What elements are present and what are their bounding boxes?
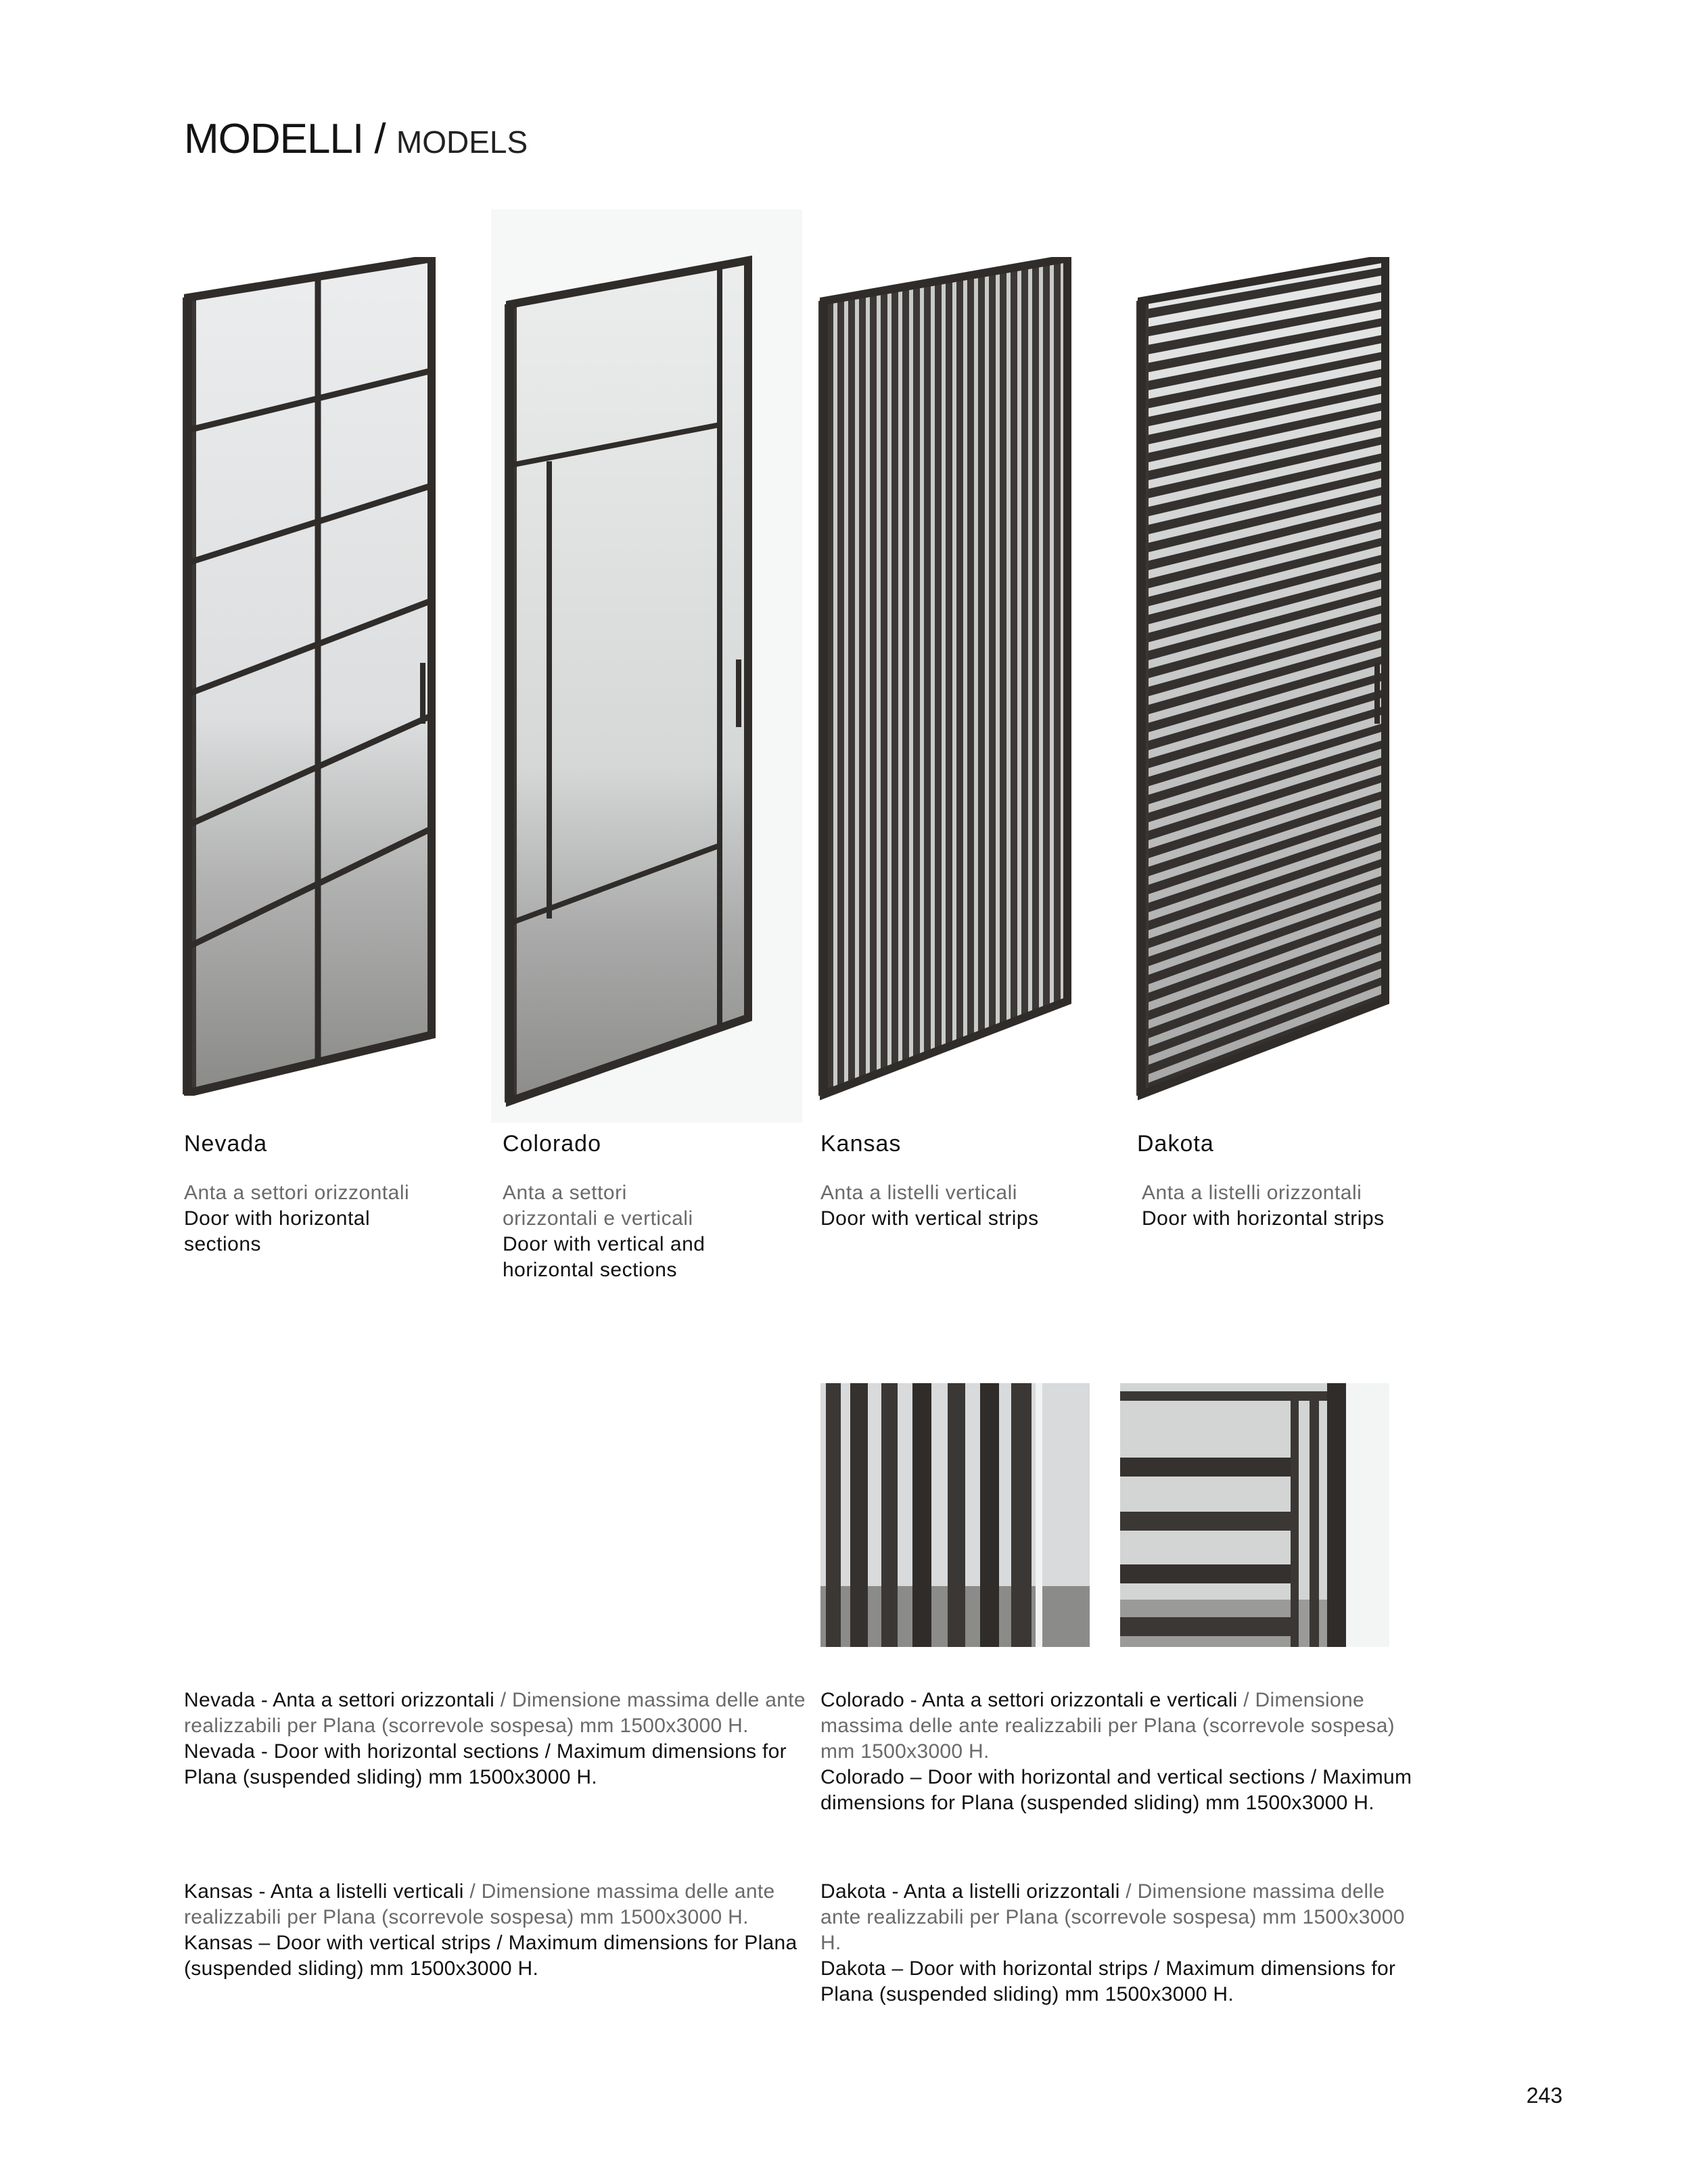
nevada-door-image <box>180 257 437 1096</box>
colorado-door-image <box>491 210 802 1123</box>
detail-nevada: Nevada - Anta a settori orizzontali / Dimensione massima delle ante realizzabili per Plana (scorrevole sospesa) mm 1500x3000 H. Nevada - Door with horizontal sections / Maximum dimensions for Plana (suspended sliding) mm 1500x3000 H. <box>184 1689 806 1788</box>
model-name-kansas: Kansas <box>820 1131 902 1157</box>
model-desc-kansas: Anta a listelli verticali Door with vertical strips <box>820 1182 1039 1230</box>
page-number: 243 <box>1526 2083 1562 2108</box>
model-desc-nevada: Anta a settori orizzontali Door with horizontal sections <box>184 1182 410 1255</box>
model-name-dakota: Dakota <box>1137 1131 1214 1157</box>
kansas-door-image <box>816 257 1073 1102</box>
detail-colorado: Colorado - Anta a settori orizzontali e verticali / Dimensione massima delle ante realizzabili per Plana (scorrevole sospesa) mm 1500x3000 H. Colorado – Door with horizontal and vertical sections / Maximum dimensions for Plana (suspended sliding) mm 1500x3000 H. <box>820 1689 1412 1814</box>
dakota-door-image <box>1134 257 1391 1102</box>
model-desc-colorado: Anta a settori orizzontali e verticali Door with vertical and horizontal sections <box>503 1182 705 1281</box>
page-subtitle: MODELS <box>396 124 528 160</box>
model-name-nevada: Nevada <box>184 1131 268 1157</box>
model-desc-dakota: Anta a listelli orizzontali Door with horizontal strips <box>1142 1182 1385 1230</box>
kansas-detail-image <box>820 1383 1090 1647</box>
page-title: MODELLI / MODELS <box>184 116 528 162</box>
detail-kansas: Kansas - Anta a listelli verticali / Dimensione massima delle ante realizzabili per Plana (scorrevole sospesa) mm 1500x3000 H. Kansas – Door with vertical strips / Maximum dimensions for Plana (suspended sliding) mm 1500x3000 H. <box>184 1880 797 1980</box>
dakota-detail-image <box>1120 1383 1389 1647</box>
model-name-colorado: Colorado <box>503 1131 601 1157</box>
detail-dakota: Dakota - Anta a listelli orizzontali / Dimensione massima delle ante realizzabili per Plana (scorrevole sospesa) mm 1500x3000 H. Dakota – Door with horizontal strips / Maximum dimensions for Plana (suspended sliding) mm 1500x3000 H. <box>820 1880 1405 2005</box>
